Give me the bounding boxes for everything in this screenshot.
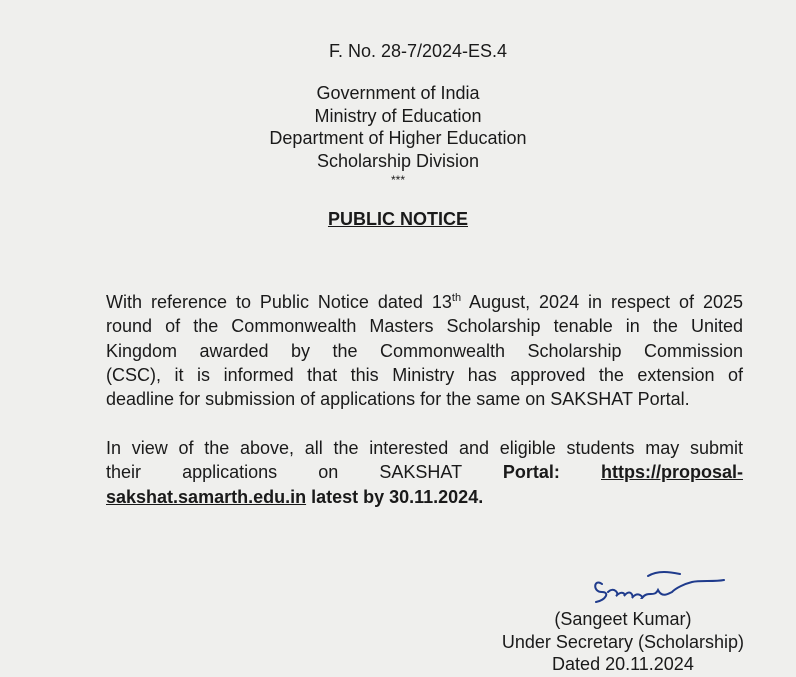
paragraph-reference — [106, 290, 743, 411]
paragraph-line: round of the Commonwealth Masters Scholarship tenable in the United — [106, 316, 743, 337]
authority-line-ministry: Ministry of Education — [314, 105, 482, 126]
paragraph-line: their applications on SAKSHAT Portal: https://proposal- — [106, 462, 743, 483]
paragraph-line: deadline for submission of applications for the same on SAKSHAT Portal. — [106, 389, 690, 410]
signatory-designation: Under Secretary (Scholarship) — [501, 631, 744, 652]
authority-line-government: Government of India — [316, 83, 480, 103]
file-number: F. No. 28-7/2024-ES.4 — [328, 41, 508, 61]
separator-stars: *** — [390, 173, 405, 187]
authority-line-division: Scholarship Division — [316, 150, 480, 171]
paragraph-line: sakshat.samarth.edu.in latest by 30.11.2024. — [106, 486, 484, 507]
portal-link[interactable]: https://proposal- — [601, 462, 743, 483]
signatory-block — [502, 608, 744, 676]
paragraph-line: (CSC), it is informed that this Ministry has approved the extension of — [106, 364, 743, 385]
notice-title — [0, 208, 796, 230]
paragraph-line: In view of the above, all the interested and eligible students may submit — [106, 438, 743, 458]
authority-line-department: Department of Higher Education — [269, 128, 527, 148]
paragraph-line: With reference to Public Notice dated 13th August, 2024 in respect of 2025 — [106, 292, 744, 312]
paragraph-instruction — [106, 436, 743, 509]
portal-link-continued[interactable]: sakshat.samarth.edu.in — [106, 486, 307, 507]
paragraph-line: Kingdom awarded by the Commonwealth Scholarship Commission — [106, 340, 743, 361]
issuing-authority — [0, 82, 796, 197]
handwritten-signature — [588, 568, 748, 608]
signatory-name: (Sangeet Kumar) — [554, 609, 692, 629]
notice-title-text: PUBLIC NOTICE — [327, 209, 468, 229]
signature-date: Dated 20.11.2024 — [552, 654, 694, 674]
